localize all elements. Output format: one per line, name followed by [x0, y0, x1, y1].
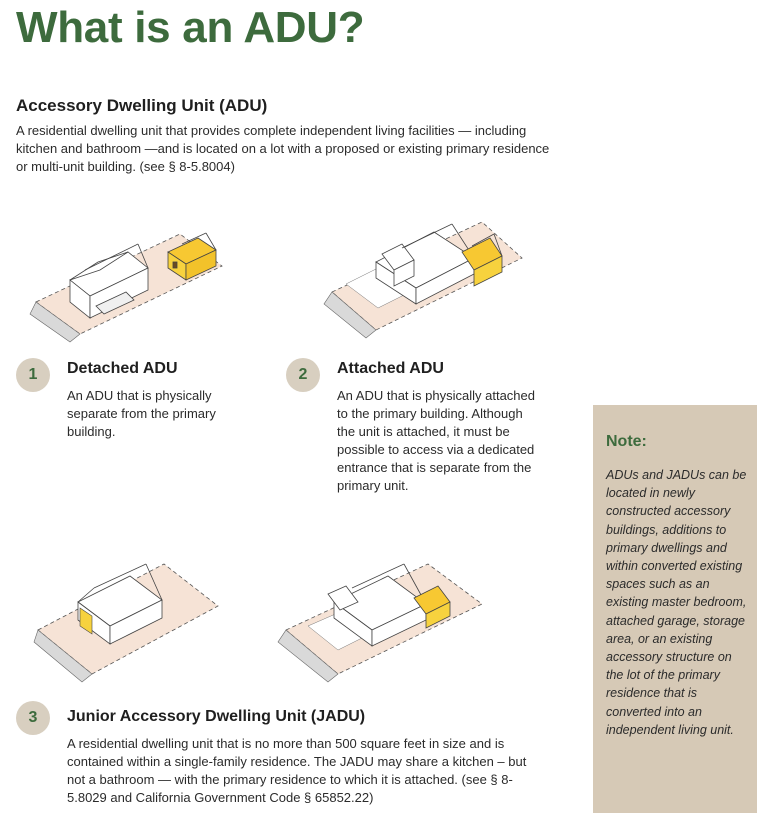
item-body: An ADU that is physically attached to the primary building. Although the unit is attached, it must be possible to access via a dedicated entrance that is separate from the primary unit. [337, 388, 535, 493]
definition-body: A residential dwelling unit that provides complete independent living facilities — including kitchen and bathroom —and is located on a lot with a proposed or existing primary residence or multi-unit building. (see § 8-5.8004) [16, 123, 550, 174]
item-body: An ADU that is physically separate from the primary building. [67, 388, 216, 439]
note-body: ADUs and JADUs can be located in newly constructed accessory buildings, additions to primary dwellings and within converted existing spaces such as an existing master bedroom, attached garage, storage area, or an existing accessory structure on the lot of the primary residence that is converted into an independent living unit. [606, 468, 747, 737]
definition-heading: Accessory Dwelling Unit (ADU) [16, 96, 268, 115]
item-number-badge: 2 [286, 358, 320, 392]
item-heading: Attached ADU [337, 360, 444, 377]
attached-adu-illustration [322, 212, 532, 347]
jadu-garage-illustration [278, 560, 488, 685]
note-title: Note: [606, 433, 647, 450]
detached-adu-illustration [30, 222, 230, 347]
item-number-badge: 1 [16, 358, 50, 392]
item-heading: Junior Accessory Dwelling Unit (JADU) [67, 708, 366, 725]
note-box [593, 405, 757, 813]
jadu-illustration [34, 560, 224, 685]
item-body: A residential dwelling unit that is no more than 500 square feet in size and is contained within a single-family residence. The JADU may share a kitchen – but not a bathroom — with the primary residence to which it is attached. (see § 8-5.8029 and California Government Code § 65852.22) [67, 736, 527, 805]
item-number-badge: 3 [16, 701, 50, 735]
item-heading: Detached ADU [67, 360, 178, 377]
page-title: What is an ADU? [16, 3, 365, 52]
